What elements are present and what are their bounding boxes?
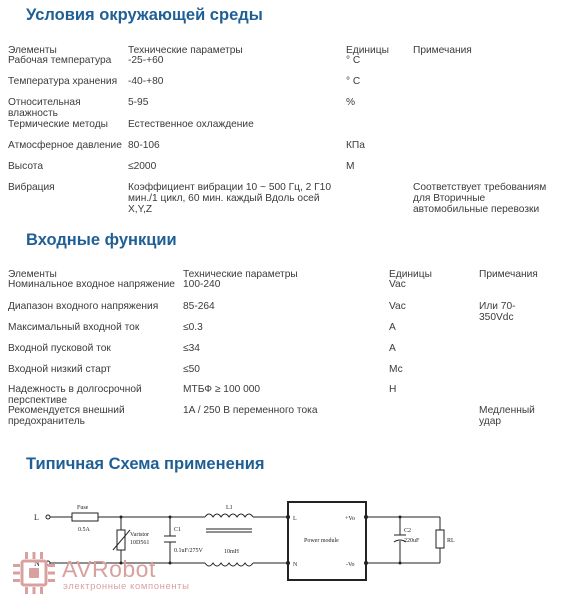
env-header-units: Единицы [346, 45, 389, 56]
fuse-label: Fuse [77, 505, 89, 511]
pin-n-label: N [293, 562, 298, 568]
env-row-el: Вибрация [8, 182, 55, 193]
input-header-params: Технические параметры [183, 269, 298, 280]
logo-name: AVRobot [62, 556, 156, 582]
env-row-el: Термические методы [8, 119, 108, 130]
load-resistor-symbol [436, 530, 444, 548]
input-row-param: ≤34 [183, 343, 200, 354]
input-section-title: Входные функции [26, 231, 177, 249]
input-row-note: Или 70-350Vdc [479, 301, 516, 323]
input-row-param: ≤0.3 [183, 322, 203, 333]
input-row-note: Медленный удар [479, 405, 535, 427]
varistor-label: Varistor [130, 532, 149, 538]
env-row-unit: ° C [346, 76, 361, 87]
input-row-unit: Н [389, 384, 397, 395]
module-label: Power module [304, 538, 339, 544]
env-header-notes: Примечания [413, 45, 472, 56]
inductor-l1-top [205, 514, 253, 517]
env-row-param: Естественное охлаждение [128, 119, 254, 130]
input-header-elements: Элементы [8, 269, 57, 280]
env-row-param: ≤2000 [128, 161, 157, 172]
circuit-section-title: Типичная Схема применения [26, 455, 265, 473]
input-row-param: ≤50 [183, 364, 200, 375]
input-header-units: Единицы [389, 269, 432, 280]
env-row-unit: ° C [346, 55, 361, 66]
pin-vo-minus-label: -Vo [346, 562, 355, 568]
env-row-el: Температура хранения [8, 76, 118, 87]
env-row-note: Соответствует требованиям для Вторичные автомобильные перевозки [413, 182, 547, 215]
logo-tagline: электронные компоненты [63, 581, 190, 592]
input-row-el: Диапазон входного напряжения [8, 301, 159, 312]
env-row-unit: М [346, 161, 355, 172]
l1-value: 10mH [224, 549, 239, 555]
input-row-el: Максимальный входной ток [8, 322, 140, 333]
pin-l-label: L [293, 516, 297, 522]
input-row-param: 100-240 [183, 279, 221, 290]
input-row-unit: Мс [389, 364, 403, 375]
avrobot-chip-icon [10, 549, 58, 597]
input-row-unit: A [389, 343, 396, 354]
input-row-param: МТБФ ≥ 100 000 [183, 384, 261, 395]
env-section-title: Условия окружающей среды [26, 6, 263, 24]
input-row-param: 85-264 [183, 301, 215, 312]
c2-label: C2 [404, 528, 412, 534]
c2-value: 220uF [404, 538, 420, 544]
c1-value: 0.1uF/275V [174, 548, 203, 554]
env-row-unit: % [346, 97, 356, 108]
env-row-el: Высота [8, 161, 43, 172]
env-row-param: Коэффициент вибрации 10 ~ 500 Гц, 2 Г10 мин./1 цикл, 60 мин. каждый Вдоль осей X,Y,Z [128, 182, 332, 215]
env-row-param: 5-95 [128, 97, 149, 108]
fuse-value: 0.5A [78, 527, 90, 533]
env-row-param: -40-+80 [128, 76, 164, 87]
pin-vo-plus-label: +Vo [345, 516, 355, 522]
env-row-param: -25-+60 [128, 55, 164, 66]
input-row-el: Входной пусковой ток [8, 343, 111, 354]
l1-label: L1 [226, 505, 233, 511]
input-row-el: Номинальное входное напряжение [8, 279, 175, 290]
terminal-n-label: N [34, 559, 40, 568]
terminal-l-label: L [34, 513, 39, 522]
env-row-el: Атмосферное давление [8, 140, 122, 151]
input-row-unit: A [389, 322, 396, 333]
input-row-el: Входной низкий старт [8, 364, 111, 375]
env-row-el: Рабочая температура [8, 55, 112, 66]
fuse-symbol [72, 513, 98, 521]
varistor-value: 10D561 [130, 540, 150, 546]
env-row-param: 80-106 [128, 140, 160, 151]
input-row-el: Рекомендуется внешний предохранитель [8, 405, 125, 427]
input-row-unit: Vac [389, 279, 406, 290]
input-row-el: Надежность в долгосрочной перспективе [8, 384, 142, 406]
c1-label: C1 [174, 527, 182, 533]
rl-label: RL [447, 538, 455, 544]
env-header-elements: Элементы [8, 45, 57, 56]
env-row-unit: КПа [346, 140, 365, 151]
input-row-param: 1A / 250 В переменного тока [183, 405, 318, 416]
terminal-l [46, 515, 50, 519]
input-row-unit: Vac [389, 301, 406, 312]
env-row-el: Относительная влажность [8, 97, 81, 119]
inductor-l1-bottom [205, 563, 253, 566]
env-header-params: Технические параметры [128, 45, 243, 56]
input-header-notes: Примечания [479, 269, 538, 280]
